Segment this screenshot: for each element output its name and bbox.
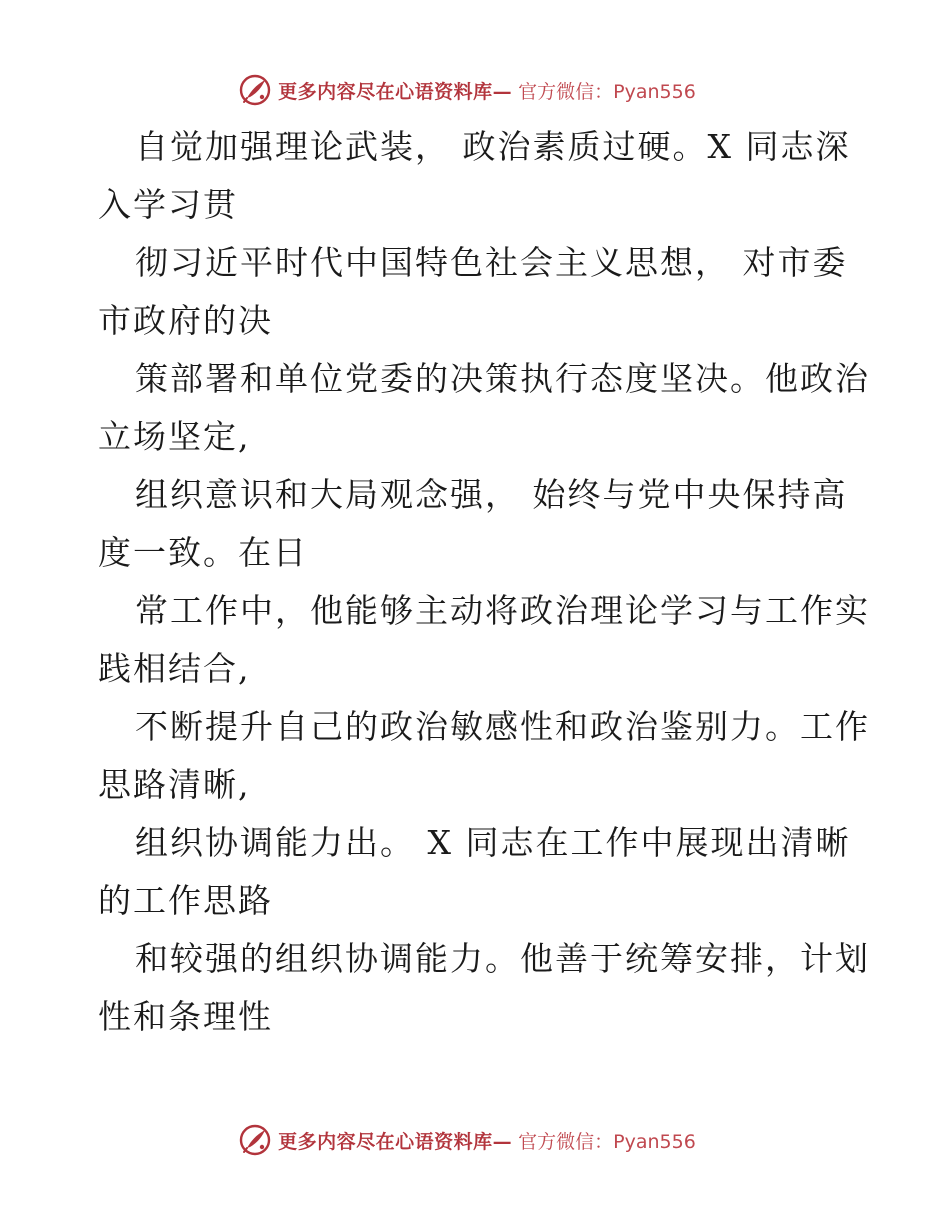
header-banner-content	[238, 73, 696, 107]
paragraph-line: 组织协调能力出。 X 同志在工作中展现出清晰	[135, 823, 851, 862]
paragraph-line: 常工作中，他能够主动将政治理论学习与工作实	[135, 591, 870, 630]
footer-banner-wechat: 官方微信：Pyan556	[518, 1130, 696, 1153]
paragraph-line: 的工作思路	[98, 881, 273, 920]
header-banner-text: 更多内容尽在心语资料库—	[278, 80, 513, 103]
paragraph-line: 和较强的组织协调能力。他善于统筹安排，计划	[135, 939, 870, 978]
paragraph-line: 策部署和单位党委的决策执行态度坚决。他政治	[135, 359, 870, 398]
paragraph-line: 自觉加强理论武装， 政治素质过硬。X 同志深	[135, 127, 851, 166]
footer-banner-content	[238, 1123, 696, 1157]
paragraph-line: 践相结合,	[98, 649, 251, 688]
paragraph-line: 性和条理性	[98, 997, 273, 1036]
header-banner-wechat: 官方微信：Pyan556	[518, 80, 696, 103]
paragraph-line: 思路清晰,	[98, 765, 251, 804]
header-banner	[0, 70, 950, 110]
footer-banner	[0, 1120, 950, 1160]
footer-banner-text: 更多内容尽在心语资料库—	[278, 1130, 513, 1153]
paragraph-line: 立场坚定,	[98, 417, 251, 456]
paragraph-line: 不断提升自己的政治敏感性和政治鉴别力。工作	[135, 707, 870, 746]
feather-pen-circle-icon	[238, 73, 272, 107]
paragraph-line: 度一致。在日	[98, 533, 308, 572]
paragraph-line: 组织意识和大局观念强， 始终与党中央保持高	[135, 475, 848, 514]
paragraph-line: 彻习近平时代中国特色社会主义思想， 对市委	[135, 243, 848, 282]
feather-pen-circle-icon	[238, 1123, 272, 1157]
document-body	[98, 118, 870, 1046]
paragraph-line: 入学习贯	[98, 185, 238, 224]
paragraph-line: 市政府的决	[98, 301, 273, 340]
